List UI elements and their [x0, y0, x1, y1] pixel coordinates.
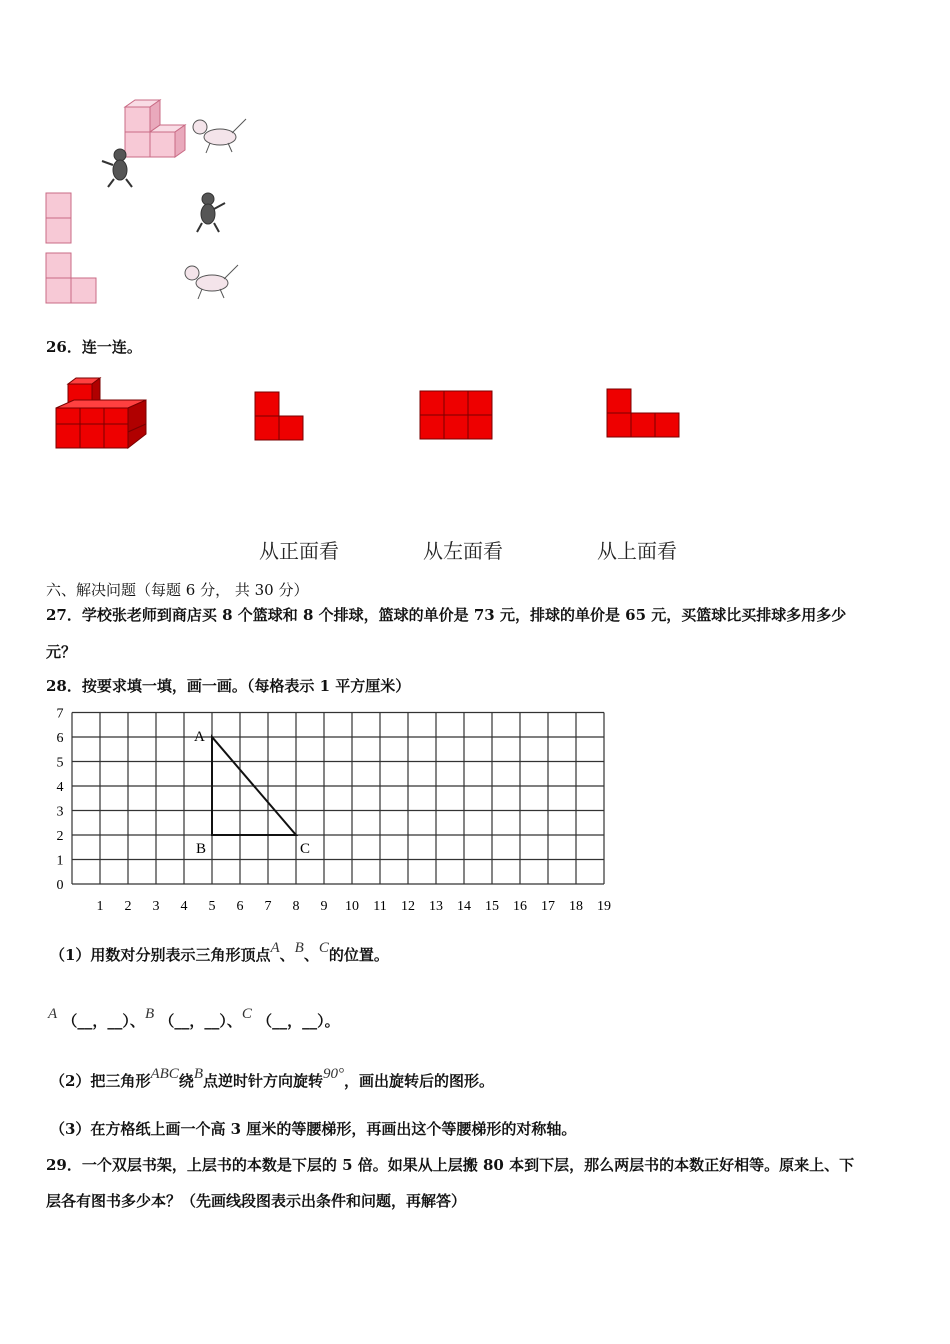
x-tick-label: 19: [597, 899, 611, 914]
view-label-top: 从上面看: [597, 539, 677, 563]
angle-90: 90°: [323, 1066, 344, 1082]
sub1-end: 的位置。: [328, 946, 389, 964]
dog-icon: [193, 119, 246, 153]
end-mark: 。: [324, 1012, 340, 1030]
var-c: C: [318, 940, 329, 956]
y-tick-label: 5: [56, 755, 64, 771]
blank-b[interactable]: （__，__）: [159, 1012, 227, 1030]
x-tick-label: 13: [429, 899, 443, 914]
x-tick-label: 15: [485, 899, 499, 914]
q26-figures: [50, 372, 690, 457]
coordinate-grid: [44, 704, 634, 924]
q25-figure: [40, 95, 270, 310]
x-tick-label: 14: [457, 899, 471, 914]
y-tick-label: 6: [56, 731, 64, 746]
q29-line2: 层各有图书多少本？（先画线段图表示出条件和问题，再解答）: [46, 1192, 467, 1210]
q28-sub1: [50, 940, 389, 965]
x-tick-label: 5: [208, 899, 216, 914]
q27-line2: 元？: [46, 643, 77, 661]
view-label-left: 从左面看: [423, 539, 503, 563]
x-tick-label: 17: [541, 899, 555, 914]
q27-line1: 27．学校张老师到商店买 8 个篮球和 8 个排球，篮球的单价是 73 元，排球的单价是 65 元，买篮球比买排球多用多少: [46, 606, 847, 624]
sub2-end: ，画出旋转后的图形。: [344, 1072, 495, 1090]
red-block-3x2: [420, 391, 492, 439]
view-l-shape: [46, 253, 96, 303]
sub2-around: 绕: [178, 1072, 194, 1090]
var-a: A: [270, 940, 280, 956]
x-tick-label: 16: [513, 899, 527, 914]
var-a: A: [48, 1006, 58, 1022]
x-tick-label: 9: [320, 899, 328, 914]
x-tick-label: 2: [124, 899, 132, 914]
var-b: B: [144, 1006, 155, 1022]
sub2-mid: 点逆时针方向旋转: [202, 1072, 323, 1090]
vertex-label-a: A: [194, 729, 205, 745]
y-tick-label: 2: [56, 829, 64, 844]
vertex-label-c: C: [300, 841, 311, 857]
view-label-front: 从正面看: [259, 539, 339, 563]
sep: 、: [226, 1012, 242, 1030]
blank-c[interactable]: （__，__）: [257, 1012, 325, 1030]
x-tick-label: 7: [264, 899, 272, 914]
sub2-text: （2）把三角形: [50, 1072, 151, 1090]
x-tick-label: 3: [152, 899, 160, 914]
y-tick-label: 3: [56, 804, 64, 820]
dog-icon: [185, 265, 238, 299]
q28-answer-line: [48, 1006, 340, 1031]
x-tick-label: 1: [96, 899, 104, 914]
red-cube-stack: [56, 378, 146, 448]
q28-title: 28．按要求填一填，画一画。（每格表示 1 平方厘米）: [46, 677, 411, 695]
x-tick-label: 4: [180, 899, 188, 914]
y-tick-label: 7: [56, 706, 64, 722]
x-tick-label: 8: [292, 899, 300, 914]
x-tick-label: 10: [345, 899, 359, 914]
var-c: C: [241, 1006, 252, 1022]
y-tick-label: 0: [56, 878, 64, 893]
q26-title: 26．连一连。: [46, 338, 142, 356]
vertex-label-b: B: [196, 841, 207, 857]
sub1-text: （1）用数对分别表示三角形顶点: [50, 946, 271, 964]
x-tick-label: 11: [373, 899, 387, 914]
red-l-shape: [255, 392, 303, 440]
var-b: B: [193, 1066, 203, 1082]
y-tick-label: 1: [56, 853, 64, 869]
section-heading: 六、解决问题（每题 6 分， 共 30 分）: [46, 581, 309, 599]
blank-a[interactable]: （__，__）: [62, 1012, 130, 1030]
var-abc: ABC: [150, 1066, 179, 1082]
x-tick-label: 18: [569, 899, 583, 914]
x-tick-label: 12: [401, 899, 415, 914]
sep: 、: [279, 946, 295, 964]
view-vertical-two: [46, 193, 71, 243]
monkey-icon: [197, 193, 225, 232]
var-b: B: [294, 940, 304, 956]
q29-line1: 29．一个双层书架，上层书的本数是下层的 5 倍。如果从上层搬 80 本到下层，那么两层书的本数正好相等。原来上、下: [46, 1156, 855, 1174]
sep: 、: [303, 946, 319, 964]
sep: 、: [129, 1012, 145, 1030]
q28-sub3: （3）在方格纸上画一个高 3 厘米的等腰梯形，再画出这个等腰梯形的对称轴。: [50, 1120, 577, 1138]
red-long-l-shape: [607, 389, 679, 437]
pink-cube-stack: [125, 100, 185, 157]
q28-sub2: [50, 1066, 495, 1091]
y-tick-label: 4: [56, 780, 64, 795]
x-tick-label: 6: [236, 899, 244, 914]
